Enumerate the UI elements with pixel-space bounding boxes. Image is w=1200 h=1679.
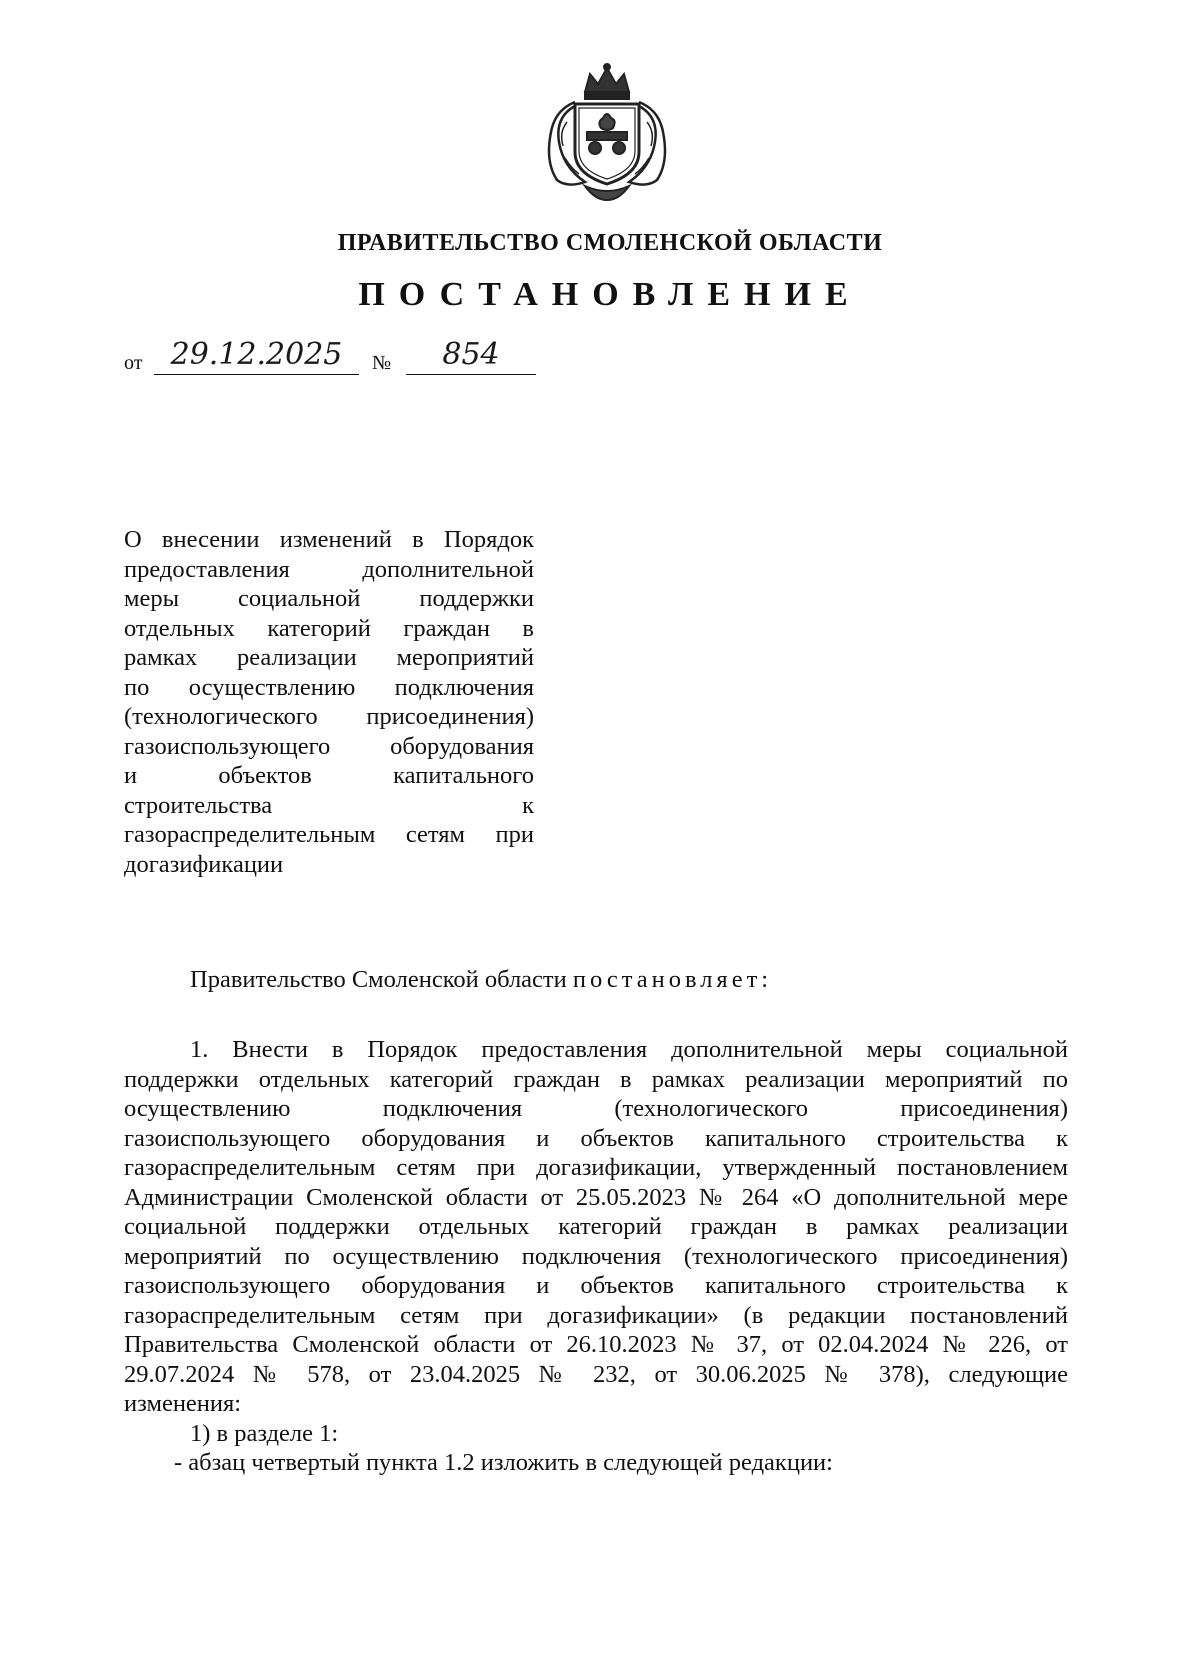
registration-line <box>124 338 544 378</box>
paragraph-line: Администрации Смоленской области от 25.05.2023 № 264 «О дополнительной мере <box>124 1183 1068 1211</box>
paragraph-line: газораспределительным сетям при догазификации, утвержденный постановлением <box>124 1154 1068 1181</box>
paragraph-line: газораспределительным сетям при догазификации» (в редакции постановлений <box>124 1301 1068 1329</box>
decree-intro <box>124 965 1068 995</box>
subject-line: отдельных категорий граждан в <box>124 614 534 642</box>
subject-line: строительства к <box>124 791 534 819</box>
subject-line: газораспределительным сетям при <box>124 821 534 848</box>
paragraph-line: газоиспользующего оборудования и объектов капитального строительства к <box>124 1272 1068 1299</box>
paragraph-1 <box>124 1035 1068 1478</box>
paragraph-line: Правительства Смоленской области от 26.10.2023 № 37, от 02.04.2024 № 226, от <box>124 1331 1068 1358</box>
handwritten-number: 854 <box>406 338 536 375</box>
change-item: - абзац четвертый пункта 1.2 изложить в следующей редакции: <box>174 1449 833 1476</box>
subject-line: по осуществлению подключения <box>124 673 534 701</box>
section-item: 1) в разделе 1: <box>190 1419 339 1447</box>
government-name: ПРАВИТЕЛЬСТВО СМОЛЕНСКОЙ ОБЛАСТИ <box>337 230 883 256</box>
date-prefix: от <box>124 352 143 374</box>
handwritten-date: 29.12.2025 <box>154 338 359 375</box>
number-prefix: № <box>372 352 392 374</box>
subject-line: и объектов капитального <box>124 762 534 789</box>
paragraph-line: 29.07.2024 № 578, от 23.04.2025 № 232, от 30.06.2025 № 378), следующие <box>124 1360 1068 1388</box>
paragraph-line: изменения: <box>124 1390 242 1417</box>
subject-line: предоставления дополнительной <box>124 555 534 583</box>
paragraph-line: осуществлению подключения (технологического присоединения) <box>124 1095 1068 1122</box>
subject-line: газоиспользующего оборудования <box>124 732 534 760</box>
document-type: ПОСТАНОВЛЕНИЕ <box>358 276 862 313</box>
subject-line: О внесении изменений в Порядок <box>124 526 534 553</box>
subject-line: догазификации <box>124 850 284 878</box>
paragraph-line: социальной поддержки отдельных категорий граждан в рамках реализации <box>124 1213 1068 1240</box>
subject-line: рамках реализации мероприятий <box>124 644 534 671</box>
decree-intro-text: Правительство Смоленской области <box>190 966 567 993</box>
coat-of-arms-emblem <box>545 62 670 202</box>
paragraph-line: газоиспользующего оборудования и объектов капитального строительства к <box>124 1124 1068 1152</box>
document-subject <box>124 525 534 879</box>
paragraph-line: поддержки отдельных категорий граждан в рамках реализации мероприятий по <box>124 1065 1068 1093</box>
subject-line: меры социальной поддержки <box>124 585 534 612</box>
subject-line: (технологического присоединения) <box>124 703 534 730</box>
paragraph-line: 1. Внести в Порядок предоставления дополнительной меры социальной <box>190 1036 1068 1063</box>
decree-intro-verb: постановляет: <box>572 966 773 993</box>
paragraph-line: мероприятий по осуществлению подключения (технологического присоединения) <box>124 1242 1068 1270</box>
